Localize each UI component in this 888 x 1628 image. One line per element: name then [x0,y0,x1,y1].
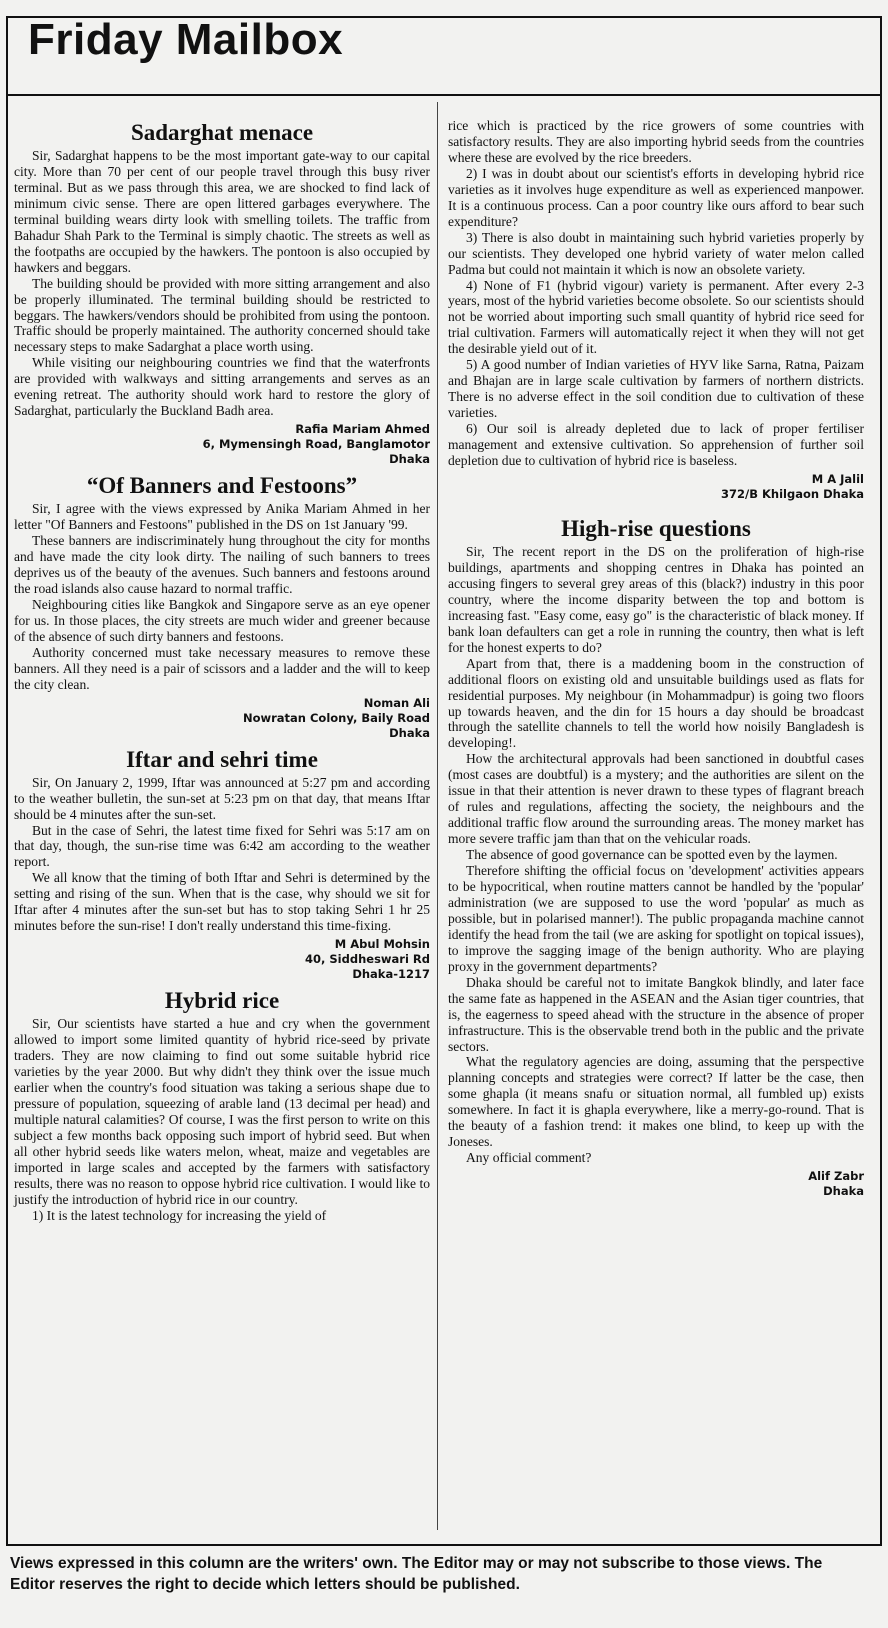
letter-paragraph: Apart from that, there is a maddening boom in the construction of additional floors on existing old and unsuitable buildings used as flats for residential purposes. My neighbour (in Mohammadpur) is going two floors up towards heaven, and the din for 15 hours a day should be broadcast through the satellite channels to tell the world how noisily Bangladesh is developing!. [448,655,864,751]
signature-city: Dhaka-1217 [352,967,430,982]
letter-paragraph: But in the case of Sehri, the latest time fixed for Sehri was 5:17 am on that day, though, the sun-rise time was 6:42 am according to the weather report. [14,822,430,870]
letter-title: Sadarghat menace [130,120,314,145]
signature-address: 6, Mymensingh Road, Banglamotor [202,437,430,452]
signature-name: Noman Ali [363,695,430,710]
letter-signature [14,696,430,741]
letter-paragraph: Neighbouring cities like Bangkok and Singapore serve as an eye opener for us. In those places, the city streets are much wider and greener because of the absence of such dirty banners and festoons. [14,596,430,644]
letter-paragraph: 6) Our soil is already depleted due to lack of proper fertiliser management and extensive cultivation. So apprehension of further soil depletion due to cultivation of hybrid rice is baseless. [448,421,864,469]
letter-paragraph: Sir, I agree with the views expressed by Anika Mariam Ahmed in her letter "Of Banners and Festoons" published in the DS on 1st January '99. [14,501,430,533]
letter-banners-and-festoons [14,473,430,740]
letter-paragraph: 2) I was in doubt about our scientist's efforts in developing hybrid rice varieties as it involves huge expenditure as well as experienced manpower. It is a continuous process. Can a poor country like ours afford to bear such expenditure? [448,165,864,229]
letter-title: Iftar and sehri time [126,746,318,772]
letter-signature [448,1169,864,1199]
letter-paragraph: 1) It is the latest technology for increasing the yield of [32,1207,327,1223]
letter-sadarghat-menace [14,120,430,467]
letter-high-rise-questions [448,516,864,1199]
letter-paragraph: 5) A good number of Indian varieties of HYV like Sarna, Ratna, Paizam and Bhajan are in large scale cultivation by farmers of northern districts. There is no adverse effect in the soil condition due to cultivation of these varieties. [448,357,864,421]
signature-city: Dhaka [823,1184,864,1199]
letter-paragraph: 3) There is also doubt in maintaining such hybrid varieties properly by our scientists. They developed one hybrid variety of water melon called Padma but could not maintain it which is now an obsolete variety. [448,229,864,277]
right-column [448,118,864,1205]
letter-hybrid-rice-continued [448,118,864,502]
letter-paragraph: 4) None of F1 (hybrid vigour) variety is permanent. After every 2-3 years, most of the hybrid varieties become obsolete. So our scientists should not be worried about importing such small quantity of hybrid rice seed for trial cultivation. Farmers will automatically reject it when they will not get the desirable yield out of it. [448,277,864,357]
letter-paragraph: Sir, Our scientists have started a hue and cry when the government allowed to import some limited quantity of hybrid rice-seed by private traders. They are now claiming to find out some suitable hybrid rice varieties by the year 2000. But why didn't they think over the issue much earlier when the country's food situation was taking a serious shape due to pressure of population, squeezing of arable land (13 decimal per head) and multiple natural calamities? Of course, I was the first person to write on this subject a few months back opposing such import of hybrid seed. But when all other hybrid seeds like waters melon, wheat, maize and vegetables are imported in large scales and accepted by the farmers with satisfactory results, there was no reason to oppose hybrid rice cultivation. I would like to justify the introduction of hybrid rice in our country. [14,1016,430,1207]
signature-name: M Abul Mohsin [334,937,430,952]
letter-paragraph: Dhaka should be careful not to imitate Bangkok blindly, and later face the same fate as happened in the ASEAN and the Asian tiger countries, that is, the eagerness to speed ahead with the structure in the absence of proper infrastructure. This is the observable trend both in the public and the private sectors. [448,974,864,1054]
signature-address: 372/B Khilgaon Dhaka [721,486,864,501]
signature-name: M A Jalil [811,471,864,486]
letter-signature [14,937,430,982]
letter-title: Hybrid rice [164,988,280,1014]
signature-name: Alif Zabr [808,1169,864,1184]
signature-name: Rafia Mariam Ahmed [295,422,430,437]
letter-paragraph: Sir, The recent report in the DS on the proliferation of high-rise buildings, apartments and shopping centres in Dhaka has pointed an accusing fingers to several grey areas of this (black?) industry in this poor country, where the income disparity between the top and bottom is increasing fast. "Easy come, easy go" is the characteristic of black money. If bank loan defaulters can get a role in running the country, then what is left for the honest experts to do? [448,543,864,655]
signature-city: Dhaka [389,452,430,467]
left-column [14,120,430,1230]
letter-paragraph: Any official comment? [466,1150,592,1166]
letter-paragraph: The absence of good governance can be spotted even by the laymen. [466,847,838,863]
letter-signature [448,472,864,502]
letter-title: “Of Banners and Festoons” [86,473,358,499]
letter-paragraph: rice which is practiced by the rice growers of some countries with satisfactory results. They are also importing hybrid seeds from the countries where these are evolved by the rice breeders. [448,118,864,165]
column-divider [437,102,438,1530]
letter-paragraph: These banners are indiscriminately hung throughout the city for months and have made the city look dirty. The nailing of such banners to trees deprives us of the beauty of the avenues. Such banners and festoons around the road islands also cause hazard to normal traffic. [14,533,430,596]
page-title: Friday Mailbox [28,15,344,64]
letter-paragraph: Sir, Sadarghat happens to be the most important gate-way to our capital city. More than 70 per cent of our people travel through this busy river terminal. But as we pass through this area, we are shocked to find lack of minimum civic sense. There are open littered garbages everywhere. The terminal building wears dirty look with smelling toilets. The traffic from Bahadur Shah Park to the Terminal is simply chaotic. The streets as well as the footpaths are occupied by the hawkers. The pontoon is also occupied by hawkers and beggars. [14,148,430,275]
letter-paragraph: How the architectural approvals had been sanctioned in doubtful cases (most cases are doubtful) is a mystery; and the authorities are silent on the issue in that their attention is never drawn to these types of flagrant breach of rules and regulations, affecting the society, the neighbours and the additional traffic flow around the surrounding areas. The money market has more severe traffic jam than that on the vehicular roads. [448,751,864,847]
letter-paragraph: The building should be provided with more sitting arrangement and also be properly illuminated. The terminal building should be restricted to beggars. The hawkers/vendors should be prohibited from using the pontoon. Traffic should be properly maintained. The authority concerned should take necessary steps to make Sadarghat a place worth using. [14,275,430,355]
signature-city: Dhaka [389,725,430,740]
letter-paragraph: Therefore shifting the official focus on 'development' activities appears to be hypocritical, when routine matters cannot be handled by the 'popular' administration (we are supposed to use the word 'popular' as much as possible, but in polarised manner!). The public propaganda machine cannot identify the head from the tail (we are asking for spotlight on topical issues), to improve the sagging image of the benign authority. Who are playing proxy in the government departments? [448,863,864,974]
letter-paragraph: Sir, On January 2, 1999, Iftar was announced at 5:27 pm and according to the weather bulletin, the sun-set at 5:23 pm on that day, that means Iftar should be 4 minutes after the sun-set. [14,774,430,822]
signature-address: 40, Siddheswari Rd [305,952,430,967]
letter-paragraph: What the regulatory agencies are doing, assuming that the perspective planning concepts and strategies were correct? If latter be the case, then some ghapla (it means snafu or situation normal, all fumbled up) exists somewhere. In fact it is ghapla everywhere, like a merry-go-round. That is the beauty of a fashion trend: it makes one blind, to keep up with the Joneses. [448,1054,864,1150]
editorial-disclaimer: Views expressed in this column are the writers' own. The Editor may or may not subscribe to those views. The Editor reserves the right to decide which letters should be published. [10,1555,823,1593]
letter-signature [14,422,430,467]
letter-iftar-and-sehri-time [14,747,430,983]
letter-title: High-rise questions [561,515,751,541]
letter-hybrid-rice [14,988,430,1223]
letter-paragraph: We all know that the timing of both Iftar and Sehri is determined by the setting and rising of the sun. When that is the case, why should we sit for Iftar after 4 minutes after the sun-set but has to stop taking Sehri 1 hr 25 minutes before the sun-rise! I don't really understand this time-fixing. [14,870,430,934]
header-divider [8,94,880,96]
signature-address: Nowratan Colony, Baily Road [242,710,430,725]
letter-paragraph: Authority concerned must take necessary measures to remove these banners. All they need is a pair of scissors and a ladder and the will to keep the city clean. [14,644,430,692]
letter-paragraph: While visiting our neighbouring countries we find that the waterfronts are provided with walkways and sitting arrangements and serves as an evening retreat. The authority should work hard to restore the glory of Sadarghat, particularly the Buckland Badh area. [14,355,430,419]
